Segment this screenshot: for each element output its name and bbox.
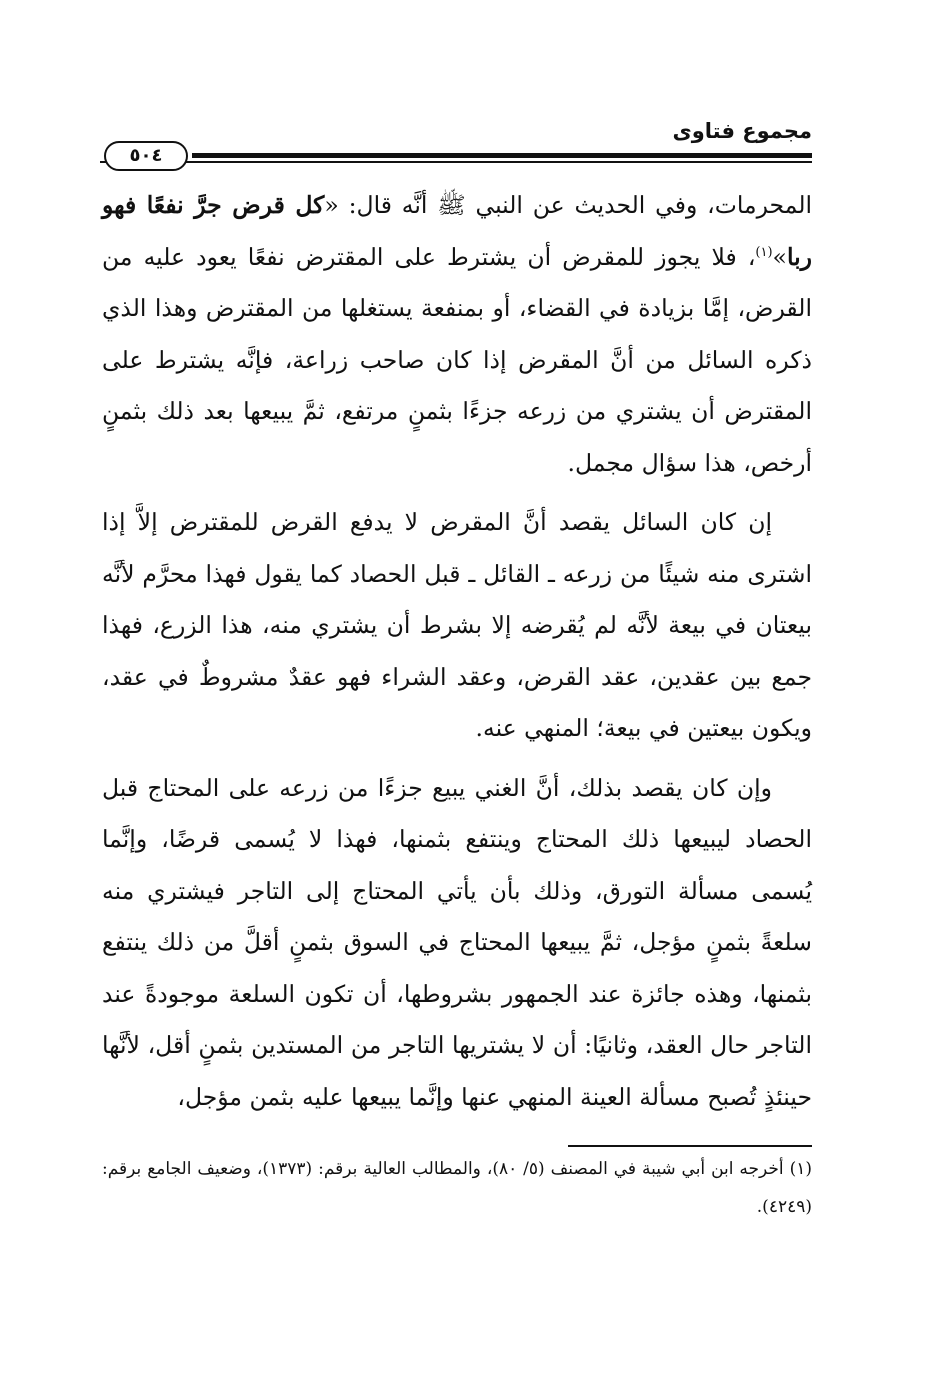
footnote-reference: (١) <box>755 244 773 260</box>
text-segment: » <box>772 242 787 271</box>
footnote-separator <box>568 1145 812 1147</box>
header-rule-thin <box>100 161 812 163</box>
text-segment: إن كان السائل يقصد أنَّ المقرض لا يدفع القرض للمقترض إلاَّ إذا اشترى منه شيئًا من زرعه ـ القائل ـ قبل الحصاد كما يقول فهذا محرَّم لأنَّه بيعتان في بيعة لأنَّه لم يُقرضه إلا بشرط أن يشتري منه، هذا الزرع، فهذا جمع بين عقدين، عقد القرض، وعقد الشراء فهو عقدٌ مشروطٌ في عقد، ويكون بيعتين في بيعة؛ المنهي عنه. <box>102 508 812 742</box>
header-rule-thick <box>192 153 812 158</box>
main-text <box>102 180 812 1123</box>
text-segment: وإن كان يقصد بذلك، أنَّ الغني يبيع جزءًا من زرعه على المحتاج قبل الحصاد ليبيعها ذلك المحتاج وينتفع بثمنها، فهذا لا يُسمى قرضًا، وإنَّما يُسمى مسألة التورق، وذلك بأن يأتي المحتاج إلى التاجر فيشتري منه سلعةً بثمنٍ مؤجل، ثمَّ يبيعها المحتاج في السوق بثمنٍ أقلَّ من ذلك ينتفع بثمنها، وهذه جائزة عند الجمهور بشروطها، أن تكون السلعة موجودةً عند التاجر حال العقد، وثانيًا: أن لا يشتريها التاجر من المستدين بثمنٍ أقل، لأنَّها حينئذٍ تُصبح مسألة العينة المنهي عنها وإنَّما يبيعها عليه بثمن مؤجل، <box>102 773 812 1111</box>
page-header <box>100 118 812 172</box>
page-number: ٥٠٤ <box>104 141 188 171</box>
paragraph <box>102 180 812 489</box>
text-segment: ، فلا يجوز للمقرض أن يشترط على المقترض نفعًا يعود عليه من القرض، إمَّا بزيادة في القضاء، أو بمنفعة يستغلها من المقترض وهذا الذي ذكره السائل من أنَّ المقرض إذا كان صاحب زراعة، فإنَّه يشترط على المقترض أن يشتري من زرعه جزءًا بثمنٍ مرتفع، ثمَّ يبيعها بعد ذلك بثمنٍ أرخص، هذا سؤال مجمل. <box>102 242 812 477</box>
paragraph <box>102 497 812 755</box>
paragraph <box>102 763 812 1124</box>
hadith-quote: كل قرض جرَّ نفعًا فهو ربا <box>102 191 812 271</box>
book-title: مجموع فتاوى <box>672 119 812 143</box>
text-segment: المحرمات، وفي الحديث عن النبي ﷺ أنَّه قال: « <box>324 191 813 219</box>
footnote: (١) أخرجه ابن أبي شيبة في المصنف (٥/ ٨٠)، والمطالب العالية برقم: (١٣٧٣)، وضعيف الجامع برقم: (٤٢٤٩). <box>102 1159 812 1217</box>
